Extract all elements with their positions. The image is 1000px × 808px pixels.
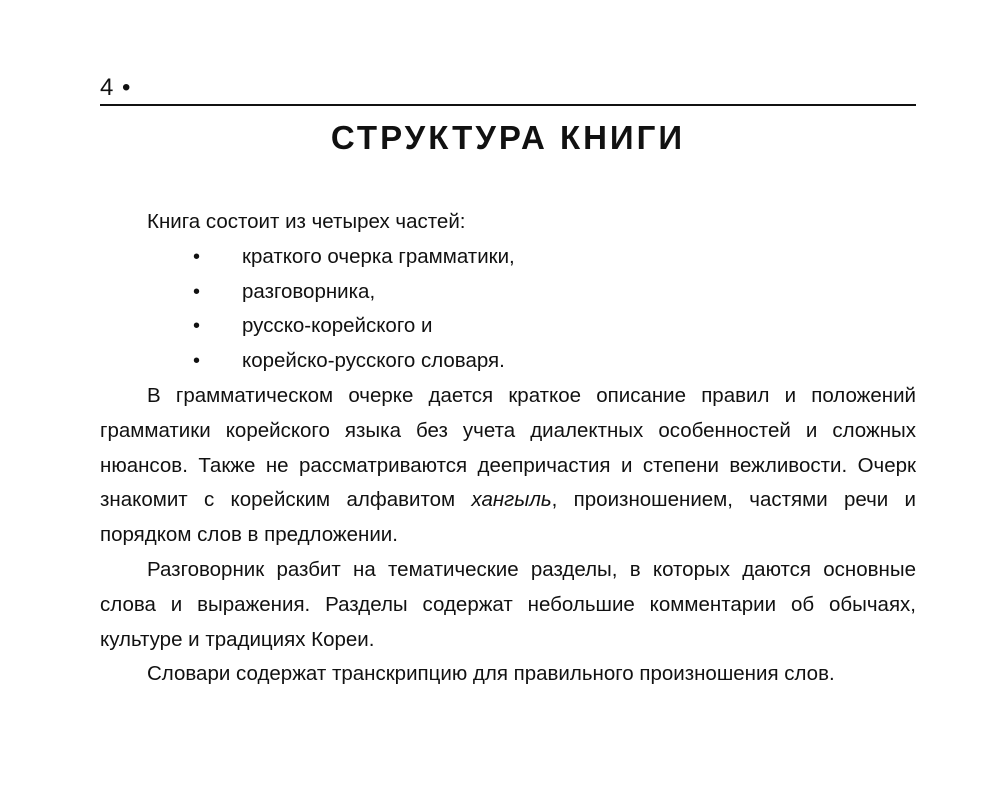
list-item xyxy=(100,309,916,344)
page-title: СТРУКТУРА КНИГИ xyxy=(330,119,686,156)
list-item-text: разговорника, xyxy=(242,279,376,303)
bullet-icon: • xyxy=(193,245,201,268)
grammar-paragraph xyxy=(100,379,916,553)
page-number xyxy=(100,74,131,102)
page-number-bullet: • xyxy=(122,74,132,101)
list-item-text: краткого очерка грамматики, xyxy=(242,244,515,268)
list-item xyxy=(100,344,916,379)
list-item-text: корейско-русского словаря. xyxy=(242,349,505,373)
dictionaries-paragraph: Словари содержат транскрипцию для правильного произношения слов. xyxy=(147,662,835,686)
intro-paragraph: Книга состоит из четырех частей: xyxy=(147,210,466,233)
grammar-text-end: , произношением, частями речи и порядком слов в предложении. xyxy=(100,488,916,547)
hangul-term: хангыль xyxy=(471,488,552,512)
list-item xyxy=(100,240,916,275)
bullet-icon: • xyxy=(193,350,201,373)
page-header xyxy=(100,74,916,106)
bullet-icon: • xyxy=(193,280,201,303)
phrasebook-paragraph: Разговорник разбит на тематические разделы, в которых даются основные слова и выражения. Разделы содержат небольшие комментарии об обычаях, культуре и традициях Кореи. xyxy=(100,557,916,651)
body-text xyxy=(100,205,916,692)
grammar-text-start: В грамматическом очерке дается краткое описание правил и положений грамматики корейского языка без учета диалектных особенностей и сложных нюансов. Также не рассматриваются деепричастия и степени вежливости. Очерк знакомит с корейским алфавитом xyxy=(100,383,916,512)
bullet-icon: • xyxy=(193,315,201,338)
list-item-text: русско-корейского и xyxy=(242,314,433,338)
page-number-value: 4 xyxy=(100,74,115,101)
parts-list xyxy=(100,240,916,379)
list-item xyxy=(100,275,916,310)
